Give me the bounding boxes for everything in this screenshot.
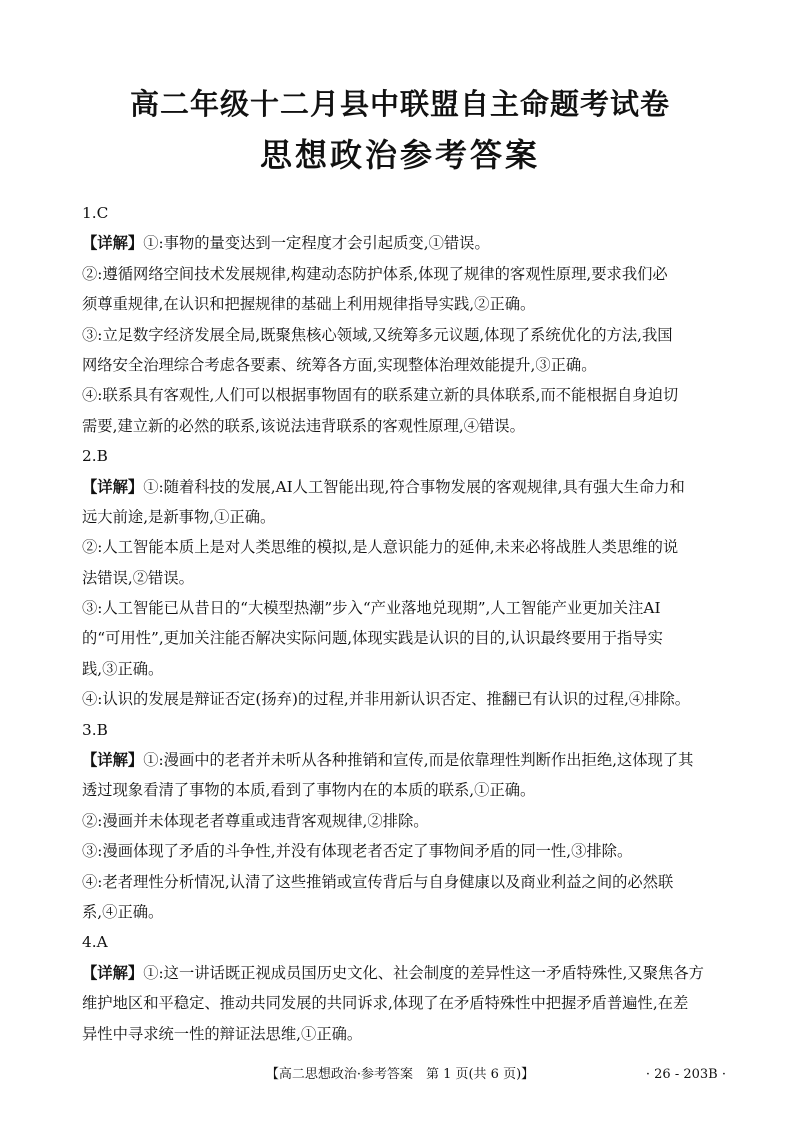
exam-title: 高二年级十二月县中联盟自主命题考试卷: [129, 87, 670, 121]
answer-line: 异性中寻求统一性的辩证法思维,①正确。: [82, 1024, 363, 1043]
question-number: 1.C: [82, 204, 109, 222]
question-number: 4.A: [82, 933, 108, 952]
detail-text: ①:漫画中的老者并未听从各种推销和宣传,而是依靠理性判断作出拒绝,这体现了其: [143, 751, 694, 770]
answer-line: ④:老者理性分析情况,认清了这些推销或宣传背后与自身健康以及商业利益之间的必然联: [82, 872, 674, 891]
detail-line: [82, 472, 732, 502]
answer-line: ③:人工智能已从昔日的“大模型热潮”步入“产业落地兑现期”,人工智能产业更加关注AI: [82, 599, 661, 618]
detail-line: [82, 958, 732, 988]
answer-subtitle: 思想政治参考答案: [259, 136, 540, 174]
answer-line: ②:遵循网络空间技术发展规律,构建动态防护体系,体现了规律的客观性原理,要求我们必: [82, 264, 668, 283]
question-number: 3.B: [82, 720, 108, 739]
answer-line: 践,③正确。: [82, 659, 164, 678]
detail-tag: 【详解】: [82, 751, 144, 770]
answer-line: 远大前途,是新事物,①正确。: [82, 507, 276, 526]
answer-content: [82, 198, 732, 1049]
detail-line: [82, 228, 732, 258]
detail-tag: 【详解】: [82, 963, 144, 982]
footer-page-info: 【高二思想政治·参考答案 第 1 页(共 6 页)】: [265, 1067, 535, 1082]
detail-tag: 【详解】: [82, 234, 144, 253]
answer-line: 维护地区和平稳定、推动共同发展的共同诉求,体现了在矛盾特殊性中把握矛盾普遍性,在差: [82, 994, 689, 1013]
answer-line: ③:立足数字经济发展全局,既聚焦核心领域,又统筹多元议题,体现了系统优化的方法,我国: [82, 325, 673, 344]
answer-line: ②:漫画并未体现老者尊重或违背客观规律,②排除。: [82, 811, 429, 830]
answer-line: 需要,建立新的必然的联系,该说法违背联系的客观性原理,④错误。: [82, 416, 525, 435]
answer-line: ④:联系具有客观性,人们可以根据事物固有的联系建立新的具体联系,而不能根据自身迫切: [82, 386, 679, 405]
page-footer: [0, 1064, 800, 1086]
question-number: 2.B: [82, 447, 108, 466]
detail-text: ①:这一讲话既正视成员国历史文化、社会制度的差异性这一矛盾特殊性,又聚焦各方: [143, 963, 704, 982]
detail-tag: 【详解】: [82, 477, 144, 496]
answer-line: 法错误,②错误。: [82, 568, 194, 587]
answer-line: ③:漫画体现了矛盾的斗争性,并没有体现老者否定了事物间矛盾的同一性,③排除。: [82, 842, 633, 861]
answer-line: 须尊重规律,在认识和把握规律的基础上利用规律指导实践,②正确。: [82, 295, 536, 314]
detail-line: [82, 745, 732, 775]
detail-text: ①:事物的量变达到一定程度才会引起质变,①错误。: [143, 234, 490, 253]
detail-text: ①:随着科技的发展,AI人工智能出现,符合事物发展的客观规律,具有强大生命力和: [143, 477, 685, 496]
answer-line: 网络安全治理综合考虑各要素、统筹各方面,实现整体治理效能提升,③正确。: [82, 355, 597, 374]
answer-line: 系,④正确。: [82, 902, 164, 921]
answer-line: ④:认识的发展是辩证否定(扬弃)的过程,并非用新认识否定、推翻已有认识的过程,④排除。: [82, 690, 691, 709]
footer-code: · 26 - 203B ·: [645, 1067, 726, 1082]
answer-line: 的“可用性”,更加关注能否解决实际问题,体现实践是认识的目的,认识最终要用于指导实: [82, 629, 663, 648]
answer-line: 透过现象看清了事物的本质,看到了事物内在的本质的联系,①正确。: [82, 781, 536, 800]
answer-line: ②:人工智能本质上是对人类思维的模拟,是人意识能力的延伸,未来必将战胜人类思维的说: [82, 538, 679, 557]
